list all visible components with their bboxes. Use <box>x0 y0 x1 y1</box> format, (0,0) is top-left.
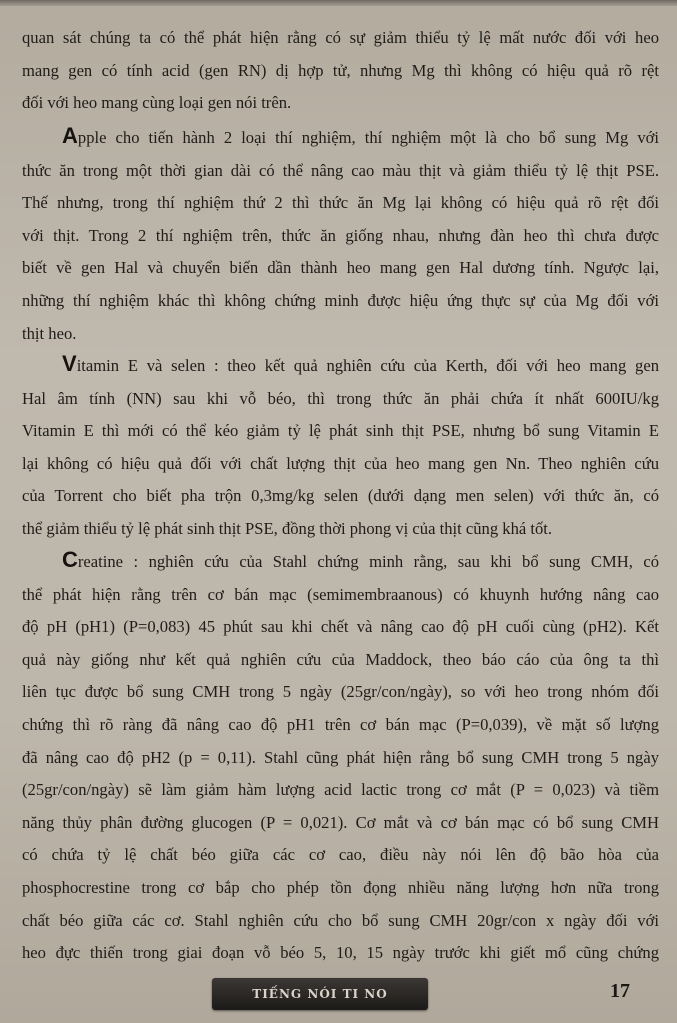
drop-cap: V <box>62 351 77 376</box>
book-page <box>0 22 677 1023</box>
text-line: Thế nhưng, trong thí nghiệm thứ 2 thì thức ăn Mg lại không có hiệu quả rõ rệt đối <box>22 193 659 213</box>
text-line: của Torrent cho biết pha trộn 0,3mg/kg selen (dưới dạng men selen) với thức ăn, có <box>22 486 659 506</box>
text-line: quan sát chúng ta có thể phát hiện rằng có sự giảm thiểu tỷ lệ mất nước đối với heo <box>22 28 659 47</box>
text-line: chất béo giữa các cơ. Stahl nghiên cứu cho bổ sung CMH 20gr/con x ngày đối với <box>22 910 659 930</box>
text-line: những thí nghiệm khác thì không chứng minh được hiệu ứng thực sự của Mg đối với <box>22 290 659 310</box>
text-line-first <box>22 544 659 579</box>
text-line-first <box>22 120 659 155</box>
drop-cap: A <box>62 123 78 148</box>
text-line-first <box>22 348 659 383</box>
paragraph-apple <box>22 120 659 350</box>
text-line: thức ăn trong một thời gian dài có thể nâng cao màu thịt và giảm thiểu tỷ lệ thịt PSE. <box>22 160 659 180</box>
text-line: có chứa tỷ lệ chất béo giữa các cơ cao, điều này nói lên độ bão hòa của <box>22 845 659 865</box>
text-segment: itamin E và selen : theo kết quả nghiên cứu của Kerth, đối với heo mang gen <box>76 356 659 375</box>
text-segment: reatine : nghiên cứu của Stahl chứng minh rằng, sau khi bổ sung CMH, có <box>77 552 659 571</box>
text-line: liên tục được bổ sung CMH trong 5 ngày (25gr/con/ngày), so với heo trong nhóm đối <box>22 682 659 702</box>
drop-cap: C <box>62 547 78 572</box>
text-line: lại không có hiệu quả đối với chất lượng thịt của heo mang gen Nn. Theo nghiên cứu <box>22 453 659 473</box>
text-line: quả này giống như kết quả nghiên cứu của Maddock, theo báo cáo của ông ta thì <box>22 649 659 669</box>
text-line: với thịt. Trong 2 thí nghiệm trên, thức ăn giống nhau, nhưng đàn heo thì chưa được <box>22 225 659 245</box>
text-segment: pple cho tiến hành 2 loại thí nghiệm, thí nghiệm một là cho bổ sung Mg với <box>77 128 659 147</box>
text-line: Hal âm tính (NN) sau khi vỗ béo, thì trong thức ăn phải chứa ít nhất 600IU/kg <box>22 388 659 408</box>
text-line: đối với heo mang cùng loại gen nói trên. <box>22 93 292 113</box>
text-line: biết về gen Hal và chuyển biến dần thành heo mang gen Hal dương tính. Ngược lại, <box>22 258 659 278</box>
page-top-edge <box>0 0 677 6</box>
text-line: độ pH (pH1) (P=0,083) 45 phút sau khi chết và nâng cao độ pH cuối cùng (pH2). Kết <box>22 617 659 637</box>
text-line: chứng thì rõ ràng đã nâng cao độ pH1 trên cơ bán mạc (P=0,039), về mặt số lượng <box>22 714 659 734</box>
paragraph-vitamin-e <box>22 348 659 546</box>
text-line: năng thủy phân đường glucogen (P = 0,021). Cơ mắt và cơ bán mạc có bổ sung CMH <box>22 812 659 832</box>
text-line: Vitamin E thì mới có thể kéo giảm tỷ lệ phát sinh thịt PSE, nhưng bổ sung Vitamin E <box>22 421 659 441</box>
page-number: 17 <box>610 980 630 1002</box>
text-line: heo đực thiến trong giai đoạn vỗ béo 5, 10, 15 ngày trước khi giết mổ cũng chứng <box>22 943 659 963</box>
paragraph-intro <box>22 22 659 120</box>
footer-banner <box>212 978 428 1010</box>
footer-label: TIẾNG NÓI TI NO <box>252 987 388 1001</box>
text-line: thịt heo. <box>22 323 77 343</box>
text-line: mang gen có tính acid (gen RN) dị hợp tử, nhưng Mg thì không có hiệu quả rõ rệt <box>22 60 659 80</box>
text-line: thể phát hiện rằng trên cơ bán mạc (semimembraanous) có khuynh hướng nâng cao <box>22 584 659 604</box>
text-line: đã nâng cao độ pH2 (p = 0,11). Stahl cũng phát hiện rằng bổ sung CMH trong 5 ngày <box>22 747 659 767</box>
text-line: thể giảm thiểu tỷ lệ phát sinh thịt PSE, đồng thời phong vị của thịt cũng khá tốt. <box>22 518 553 538</box>
text-line: phosphocrestine trong cơ bắp cho phép tồn đọng nhiều năng lượng hơn nữa trong <box>22 877 659 897</box>
text-line: (25gr/con/ngày) sẽ làm giảm hàm lượng acid lactic trong cơ mắt (P = 0,023) và tiềm <box>22 780 659 800</box>
paragraph-creatine <box>22 544 659 970</box>
